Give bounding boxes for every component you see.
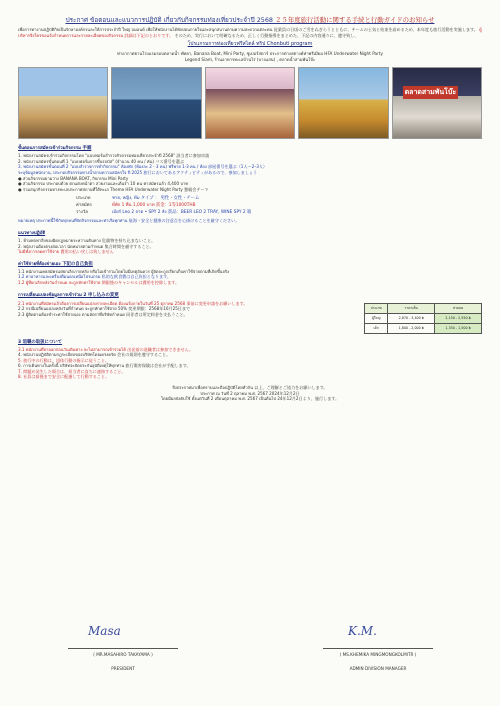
- title-japanese: ２５年度旅行活動に関する手続と行動ガイドのお知らせ: [275, 16, 435, 24]
- section-registration-title: ขั้นตอนการสมัครเข้าร่วมกิจกรรม 手順: [18, 146, 92, 152]
- section-resignation-title: 3 退職の取扱について: [18, 339, 63, 345]
- closing-line-3: โดยมีผลบังคับใช้ ตั้งแต่วันที่ 2 เดือนตุลาคม พ.ศ. 2567 เป็นต้นไป 24年12月2日より、施行します。: [160, 396, 340, 402]
- section-change-title: การเปลี่ยนแปลงข้อมูลการเข้าร่วม 2 申し込みの変更: [18, 292, 119, 298]
- section-resignation: [18, 347, 482, 381]
- manager-sign-line: [323, 648, 433, 649]
- president-role: PRESIDENT: [111, 666, 135, 671]
- rule-7: 7. 問題が発生した場合は、担当者に直ちに連絡すること。: [18, 368, 126, 374]
- fee-table-header: ประเภท ราคาเต็ม ส่วนลด: [365, 303, 482, 313]
- rule-6: 6. การเดินทางในครั้งนี้ บริษัทจะจัดประกันอุบัติเหตุให้ทุกท่าน 旅行傷害保険は会社が手配します。: [18, 363, 191, 369]
- closing-block: [18, 385, 482, 402]
- change-rule-2: 2.2 กรณีเปลี่ยนแปลงหลังวันที่กำหนด จะถูกหักค่าใช้จ่าย 50% 変更期限：2568年10月25日まで: [18, 306, 191, 312]
- option-prize: รางวัล เบียร์ Leo 2 ถาด • SPY 2 ลัง 賞品：BEER LEO 2 TRAY, WINE SPY 2 箱: [76, 210, 252, 216]
- change-rule-1: 2.1 พนักงานที่สมัครแล้วต้องการเปลี่ยนแปลงรายละเอียด ต้องแจ้งภายในวันที่ 25 ตุลาคม 2568 事前に変更申請をお願いします。: [18, 300, 248, 306]
- section-costs-title: ค่าใช้จ่ายที่ต้องจ่ายเอง 下記の自己負担: [18, 261, 93, 267]
- guideline-1: 1. ห้ามพกพาสิ่งของผิดกฎหมายระหว่างเดินทาง 危険物を持ち込まないこと。: [18, 237, 156, 243]
- reg-step-3: 3. พนักงานสมัครขั้นตอนที่ 2 "แบบสำรวจการทำกิจกรรม" ห้องพัก (ห้องละ 2 - 3 คน) ฟรีพาย 1-3 คน / ห้อง 部屋番号を選ぶ（1人～2–3人）: [18, 164, 268, 170]
- title-thai: ประกาศ ข้อตอนและแนวการปฏิบัติ เกี่ยวกับกิจกรรมท่องเที่ยวประจำปี 2568: [65, 16, 273, 24]
- intro-closing: そのため、実行において明確なるため、正しく行動指導をまとめた、下記の内容通りに、遵守致し、: [174, 32, 359, 38]
- fee-table: [364, 303, 482, 334]
- cost-1: 1.1 พนักงานเคยสมัครแต่ยกเลิกภายหลัง หรือไม่เข้าร่วมโดยไม่มีเหตุอันควร ผู้จัดจะถูกเรียกเก็บค่าใช้จ่ายตามที่เกิดขึ้นจริง: [18, 268, 230, 274]
- intro-paragraph: [18, 27, 482, 38]
- section-costs: [18, 269, 482, 286]
- fee-table-row: เด็ก 1,800 - 2,000 ฿ 1,350 - 1,500 ฿: [365, 323, 482, 333]
- photo-strip: [18, 67, 482, 139]
- reg-bullet-2: ● ส่วนกิจกรรม ประกอบด้วย ตกแต่งหน้าตา สวยงามและเต้นรำ 10 คน ค่าสมัครแล้ว 4,400 บาท: [18, 181, 188, 187]
- section-registration: [18, 153, 482, 192]
- change-and-fee: [18, 301, 482, 334]
- venue-line-1: ท่าอากาศยานโรงแรมรอบตลาดน้ำ พัทยา, Banana Boat, Mini Party, ซูเปอร์สตาร์ ประการต่างสตางค์ท่าพรีเมียม HFA Underwater Night Party: [117, 51, 383, 57]
- closing-line-2: ประกาศ ณ วันที่ 2 ตุลาคม พ.ศ. 2567 2024年12月2日: [200, 390, 300, 396]
- venue-line-2: Legend Siam, ร้านอาหารทะเลบ้านไร่ (บางแสน) , ตลาดน้ำสามพันโบ๊ะ: [184, 57, 316, 63]
- reg-bullet-3: ● ร่วมสนุกกิจกรรมทางทะเลประกาศสถานที่ใต้ทะเล Theme HFA Underwater Night Party 懇親会テーマ: [18, 186, 209, 192]
- rule-5: 5. 旅行中の行動は、団体行動の指示に従うこと。: [18, 357, 110, 363]
- president-name: ( MR.MASAHIRO TAKAYAMA ): [93, 652, 153, 657]
- notice-remark: หมายเหตุ ประกาศนี้ใช้กับทุกคนที่จัดกิจกรรมและท่าเรือทุกท่าน 航海・安全と健康の注意点を心掛けることを厳守ください。: [18, 218, 240, 224]
- reg-step-2: 2. พนักงานสมัครขั้นตอนที่ 1 "แบบฟอร์มการขึ้นรถบัส" (จำนวน 40 คน / คัน) バス番号を選ぶ: [18, 158, 184, 164]
- signature-area: [18, 624, 482, 694]
- manager-role: ADMIN DIVISION MANAGER: [349, 666, 407, 671]
- contest-options: [76, 195, 482, 216]
- venue-title: โปรแกรมการท่องเที่ยวฟรีสไตล์ ทริป Chonbuti program: [187, 41, 313, 48]
- president-sign-line: [68, 648, 178, 649]
- rule-8: 8. 社員は最後まで安全に配慮して行動すること。: [18, 374, 110, 380]
- photo-restaurant: [205, 67, 295, 139]
- photo-market-label: ตลาดสามพันโบ๊ะ: [403, 86, 459, 99]
- cost-2: 1.2 ค่าอาหารและเครื่องดื่มนอกเหนือโปรแกรม 私的な飲食費は自己負担となります。: [18, 274, 171, 280]
- manager-name: ( MS.KHEMIKA MINGMONGKOLMITR ): [339, 652, 417, 657]
- section-guidelines: [18, 238, 482, 255]
- change-rule-3: 2.3 ผู้ติดตามต้องชำระค่าใช้จ่ายเอง ตามอัตราที่บริษัทกำหนด 同伴者は所定料金を支払うこと。: [18, 311, 188, 317]
- president-signature: Masa: [88, 624, 121, 638]
- change-rules: [18, 301, 358, 334]
- photo-floating-market: [392, 67, 482, 139]
- cost-3: 1.2 ผู้ที่ยกเลิกหลังวันกำหนด จะถูกหักค่าใช้จ่าย 期限後のキャンセルは費用を控除します。: [18, 279, 180, 285]
- reg-bullet-1: ● ส่วนกิจกรรมยามว่าง BANANA BOAT, กิจกรรม Mini Party: [18, 175, 129, 181]
- intro-highlight: ผู้บริหารจึงใคร่ขอแจ้งกำหนดการและรายละเอียดของกิจกรรม 詳細は下記のとおりです。: [18, 27, 482, 38]
- manager-signature: K.M.: [348, 624, 377, 638]
- announcement-page: [18, 14, 482, 694]
- fee-table-row: ผู้ใหญ่ 2,870 - 3,400 ฿ 2,150 - 2,550 ฿: [365, 313, 482, 323]
- photo-temple: [18, 67, 108, 139]
- reg-step-1: 1. พนักงานสมัครเข้าร่วมกิจกรรมโดย "แบบฟอร์มสำรวจกิจกรรมท่องเที่ยวประจำปี 2568" 該当者に参加申請: [18, 153, 210, 159]
- reg-note: ระบุข้อมูลพนักงาน, ประกอบกิจกรรมทางน้ำตามความสมัครใจ ปี 2025 旅行においてあるアクティビティがあるので、参加しましょう: [18, 169, 258, 175]
- section-guidelines-title: แนวทางปฏิบัติ: [18, 230, 46, 236]
- rule-4: 4. พนักงานปฏิบัติตามกฎระเบียบของบริษัทโดยเคร่งครัด 会社の規則を遵守すること。: [18, 352, 171, 358]
- venue-line: [18, 51, 482, 63]
- option-type: ประเภท ชาย, หญิง, ทีม タイプ ： 男性・女性・チーム: [76, 196, 200, 202]
- photo-night-party: [111, 67, 201, 139]
- photo-legend-siam: [298, 67, 388, 139]
- guideline-2: 2. พนักงานต้องตรงต่อเวลา นัดหมายตามกำหนด 集合時間を厳守すること。: [18, 243, 154, 249]
- guideline-3: ไม่มีทั้งการลดค่าใช้จ่าย 費用の払い戻しは致しません: [18, 249, 114, 255]
- intro-text: เพื่อการทางานปฏิบัติกิจเป็นรักษาองค์กรและให้การประจำปี ใหญ่ บมอนด์ เพื่อให้พนักงานได้พักผ่อนกายใจและสนุกสนานตามความสะดวกแต่ละคน 従業員の日頃のご労をねぎらうとともに、チームの士気と結束を高めるため、本年度も旅行活動を実施します。: [18, 27, 478, 32]
- resign-rule-1: 3.1 พนักงานที่ลาออกก่อนวันเดินทาง จะไม่สามารถเข้าร่วมได้ 出発前の退職者は参加できません。: [18, 346, 194, 352]
- option-fee: ค่าสมัคร ที่พัก 1 คืน 1,000 บาท 賞金：1等1000THB: [76, 203, 196, 209]
- page-title: [18, 16, 482, 24]
- closing-line-1: จึงประกาศมาเพื่อทราบและถือปฏิบัติโดยทั่วกัน 以上、ご理解とご協力をお願いします。: [172, 385, 328, 391]
